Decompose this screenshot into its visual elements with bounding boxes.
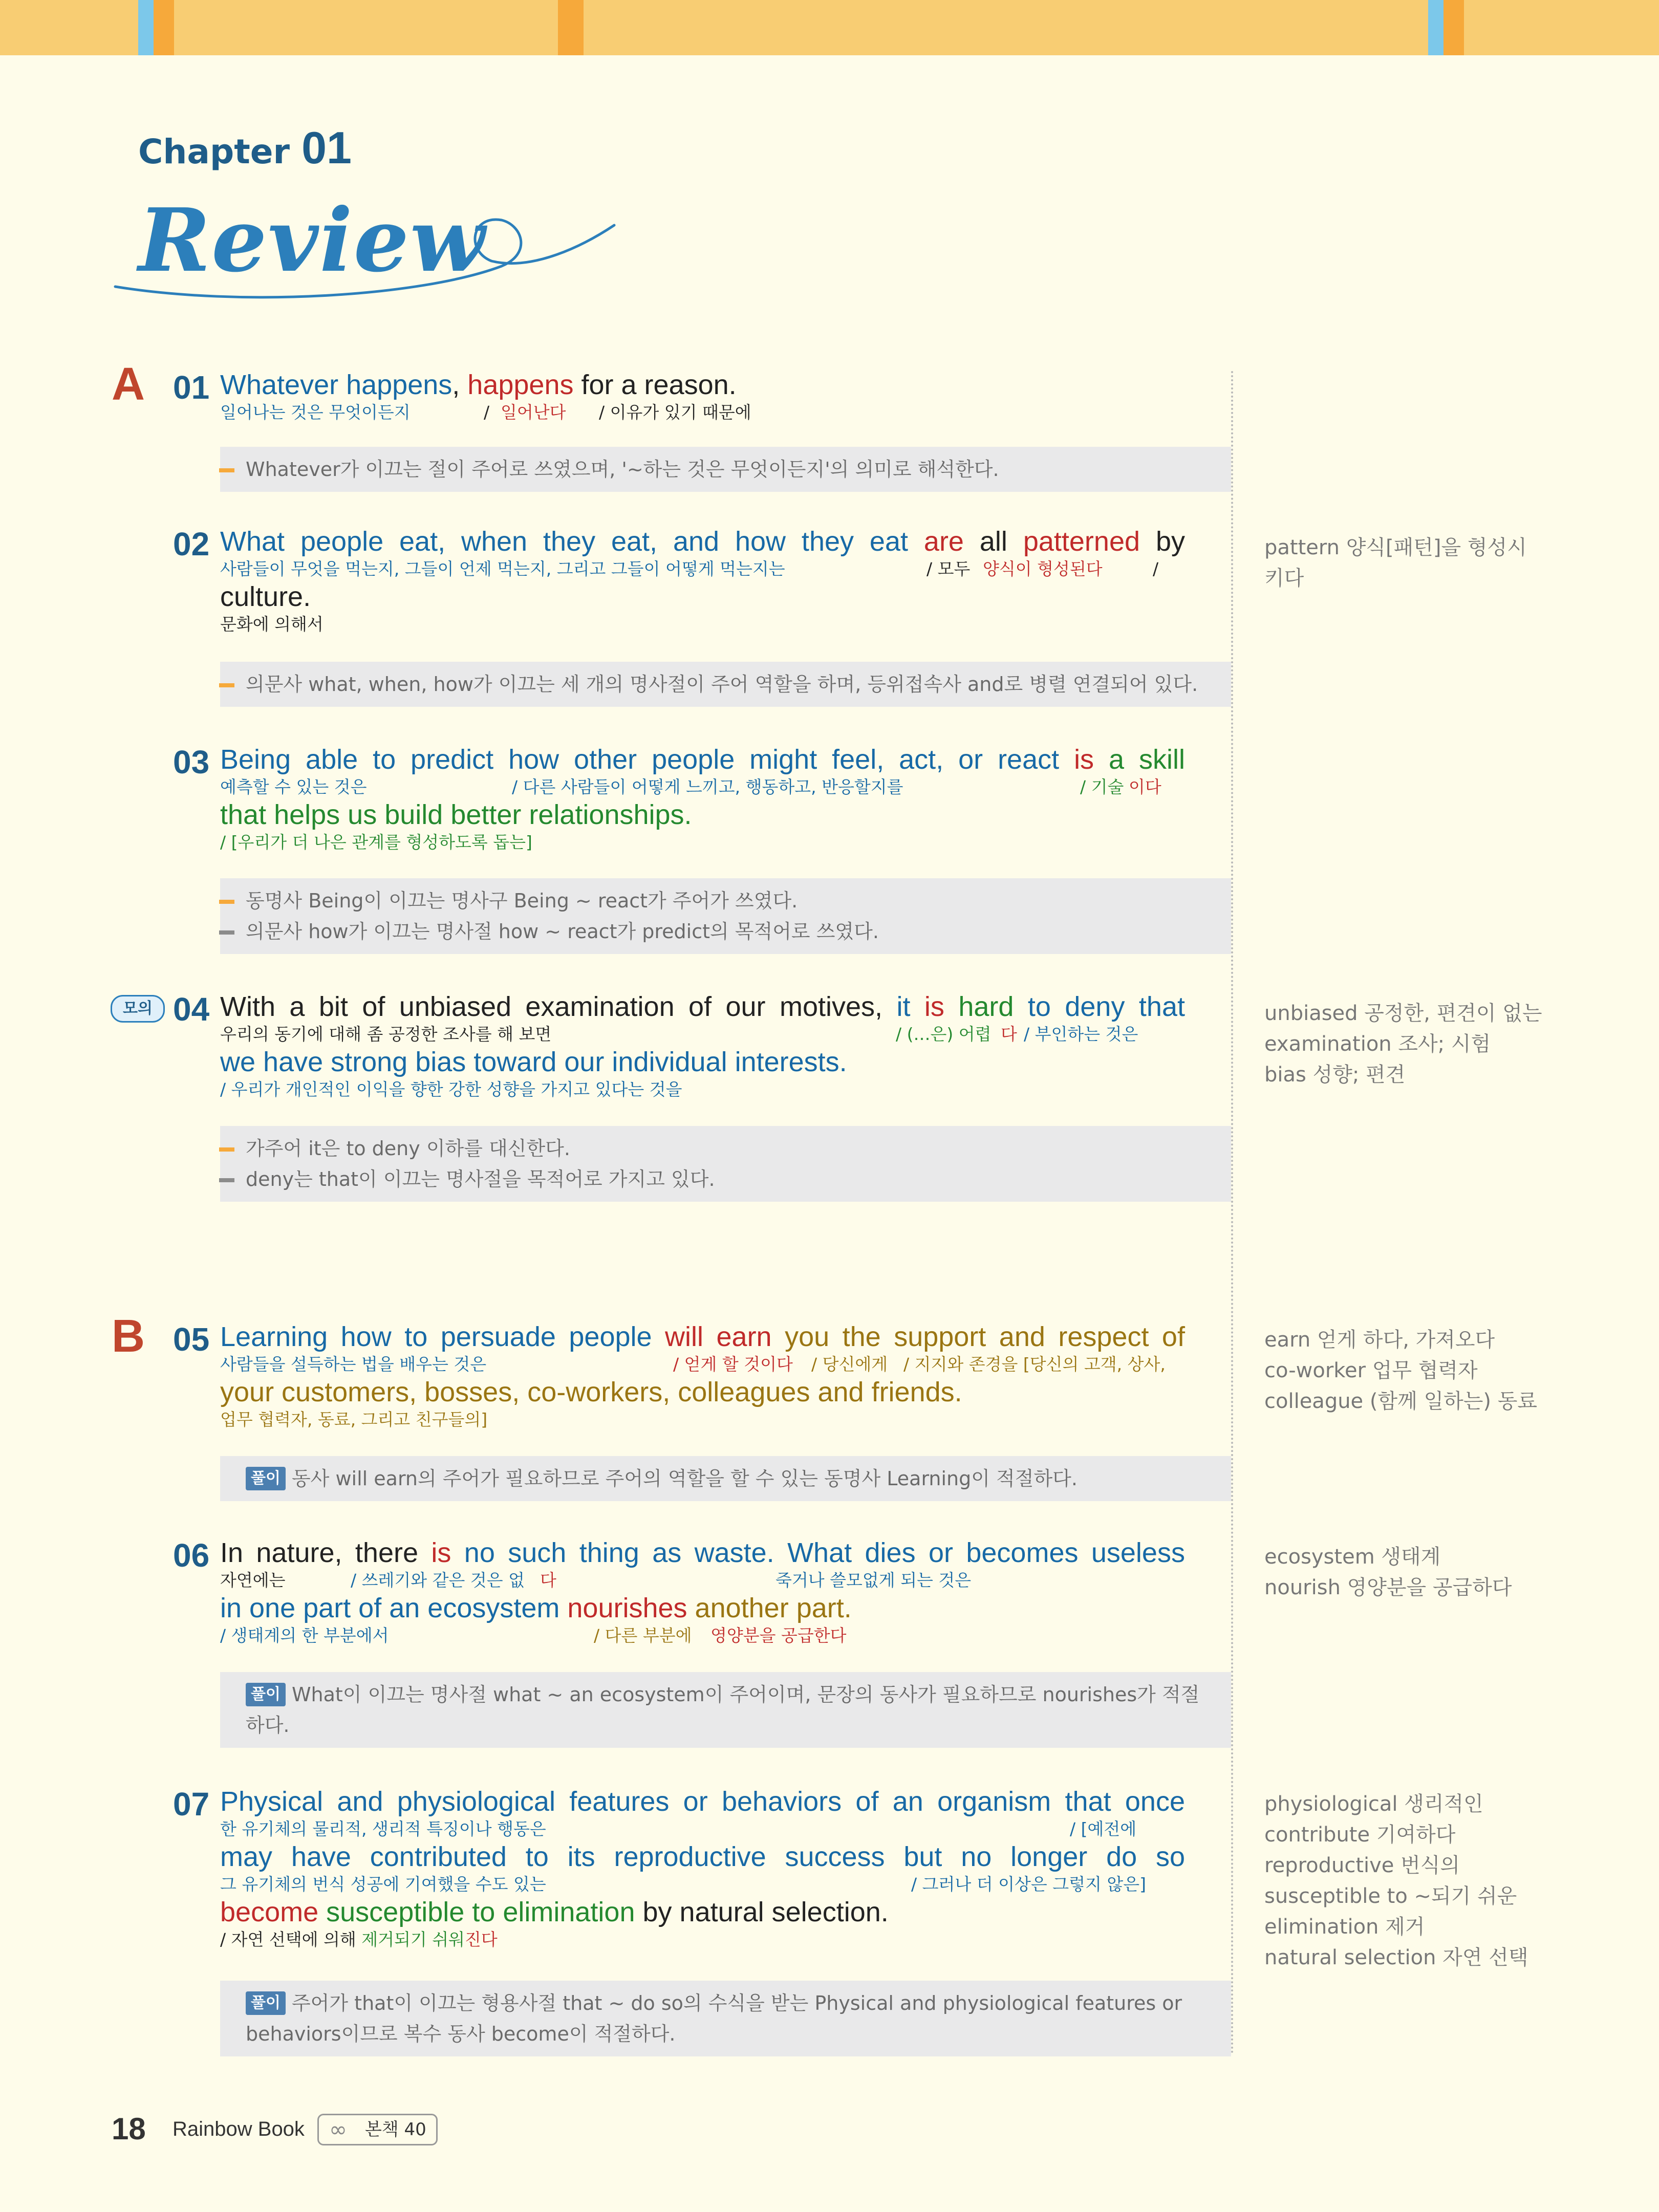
subject-phrase: What people eat, when they eat, and how they eat	[220, 526, 908, 557]
item-number: 03	[173, 744, 210, 780]
solution-note: 동사 will earn의 주어가 필요하므로 주어의 역할을 할 수 있는 동명사 Learning이 적절하다.	[291, 1467, 1078, 1490]
translation-complement: 제거되기 쉬워	[361, 1929, 465, 1949]
vocab-list	[1264, 532, 1551, 594]
vocab-list	[1264, 1789, 1551, 1973]
infinitive-to: to	[1027, 991, 1051, 1022]
vocab-entry: reproductive 번식의	[1264, 1854, 1460, 1877]
translation-relative-clause-continued: 그 유기체의 번식 성공에 기여했을 수도 있는	[220, 1874, 546, 1894]
translation-object: / 우리가 개인적인 이익을 향한 강한 성향을 가지고 있다는 것을	[220, 1079, 682, 1099]
grammar-note-box	[220, 662, 1231, 707]
infinitive-verb: deny	[1065, 991, 1125, 1022]
translation-relative-clause: / [우리가 더 나은 관계를 형성하도록 돕는]	[220, 832, 532, 852]
translation-main-verb: 영양분을 공급한다	[710, 1625, 847, 1645]
relative-clause: that helps us build better relationships.	[220, 799, 692, 830]
object-clause: we have strong bias toward our individual interests.	[220, 1047, 847, 1077]
translation-verb: 진다	[465, 1929, 498, 1949]
chapter-label	[138, 122, 352, 174]
top-bar-stripe	[1443, 0, 1464, 55]
translation-adverbial: 자연에는	[220, 1570, 286, 1590]
vocab-entry: bias 성향; 편견	[1264, 1063, 1406, 1087]
dummy-subject: it	[896, 991, 911, 1022]
item-number: 05	[173, 1321, 210, 1358]
vocab-list	[1264, 1325, 1551, 1417]
solution-badge: 풀이	[246, 1683, 286, 1706]
verb-word: are	[923, 526, 964, 557]
solution-note-box	[220, 1981, 1231, 2056]
translation-verb: 이다	[1129, 777, 1161, 797]
sentence-07	[220, 1785, 1185, 1951]
grammar-note: 의문사 how가 이끄는 명사절 how ~ react가 predict의 목적어로 쓰였다.	[246, 916, 1205, 947]
vocab-entry: examination 조사; 시험	[1264, 1032, 1491, 1056]
comma: ,	[452, 370, 468, 400]
subject-phrase: Learning how to persuade people	[220, 1321, 652, 1352]
sentence-02	[220, 525, 1185, 636]
grammar-note: 의문사 what, when, how가 이끄는 세 개의 명사절이 주어 역할을 하며, 등위접속사 and로 병렬 연결되어 있다.	[246, 669, 1205, 700]
solution-badge: 풀이	[246, 1467, 286, 1490]
translation-relative-clause-end: / 그러나 더 이상은 그렇지 않은]	[911, 1874, 1146, 1894]
grammar-note-box	[220, 447, 1231, 492]
grammar-note: 가주어 it은 to deny 이하를 대신한다.	[246, 1133, 1205, 1164]
translation-object: / 다른 사람들이 어떻게 느끼고, 행동하고, 반응할지를	[512, 777, 903, 797]
verb-word: is	[1074, 744, 1094, 775]
translation-subject: 예측할 수 있는 것은	[220, 777, 367, 797]
section-label-a: A	[112, 359, 145, 410]
translation-modifier: / 이유가 있기 때문에	[599, 402, 751, 422]
item-number: 07	[173, 1786, 210, 1823]
adverb-word: all	[979, 526, 1007, 557]
item-number: 04	[173, 991, 210, 1028]
translation-complement: / 기술	[1080, 777, 1124, 797]
vocab-entry: elimination 제거	[1264, 1915, 1425, 1939]
vocab-list	[1264, 998, 1551, 1090]
conjunction-that: that	[1138, 991, 1185, 1022]
translation-subject-clause: 죽거나 쓸모없게 되는 것은	[775, 1570, 972, 1590]
vocab-entry: ecosystem 생태계	[1264, 1545, 1441, 1569]
vocab-entry: contribute 기여하다	[1264, 1823, 1456, 1847]
section-label-b: B	[112, 1311, 145, 1362]
translation-verb: 일어난다	[501, 402, 566, 422]
main-book-reference	[317, 2114, 438, 2145]
translation-verb: 다	[540, 1570, 556, 1590]
solution-note: What이 이끄는 명사절 what ~ an ecosystem이 주어이며, 문장의 동사가 필요하므로 nourishes가 적절	[291, 1683, 1200, 1706]
top-bar-stripe	[154, 0, 174, 55]
solution-note-box	[220, 1456, 1231, 1501]
sentence-03	[220, 743, 1185, 854]
subject-phrase: Being able to predict	[220, 744, 494, 775]
sentence-04	[220, 990, 1185, 1101]
mock-exam-badge: 모의	[111, 995, 165, 1023]
verb-word: is	[924, 991, 944, 1022]
reference-text: 본책 40	[365, 2119, 426, 2140]
verb-word: is	[431, 1537, 451, 1568]
modifier-phrase: by natural selection.	[642, 1897, 889, 1927]
solution-note: 주어가 that이 이끄는 형용사절 that ~ do so의 수식을 받는 Physical and physiological features or	[291, 1992, 1182, 2014]
vocab-entry: colleague (함께 일하는) 동료	[1264, 1390, 1537, 1413]
vocab-entry: unbiased 공정한, 편견이 없는	[1264, 1002, 1542, 1025]
item-number: 01	[173, 369, 210, 406]
verb-phrase: happens	[467, 370, 574, 400]
translation-verb: 다	[1001, 1024, 1017, 1044]
adverbial-phrase: In nature, there	[220, 1537, 419, 1568]
vocab-entry: natural selection 자연 선택	[1264, 1946, 1528, 1969]
solution-note-box	[220, 1672, 1231, 1748]
translation-complement: / (…은) 어렵	[896, 1024, 992, 1044]
top-bar	[0, 0, 1659, 55]
solution-badge: 풀이	[246, 1991, 286, 2015]
translation-direct-object-continued: 업무 협력자, 동료, 그리고 친구들의]	[220, 1409, 488, 1429]
grammar-note-box	[220, 878, 1231, 954]
slash: /	[484, 402, 490, 422]
solution-note-continued: behaviors이므로 복수 동사 become이 적절하다.	[246, 2023, 676, 2045]
top-bar-stripe	[558, 0, 584, 55]
top-bar-stripe	[138, 0, 154, 55]
translation-subject: 사람들이 무엇을 먹는지, 그들이 언제 먹는지, 그리고 그들이 어떻게 먹는지는	[220, 559, 785, 579]
translation-relative-clause: / [예전에	[1070, 1819, 1137, 1839]
modifier-phrase: for a reason.	[573, 370, 737, 400]
item-number: 02	[173, 526, 210, 562]
translation-modifier: 문화에 의해서	[220, 614, 324, 634]
grammar-note: Whatever가 이끄는 절이 주어로 쓰였으며, '~하는 것은 무엇이든지'의 의미로 해석한다.	[246, 454, 1205, 485]
translation-verb: 양식이 형성된다	[983, 559, 1103, 579]
grammar-note: 동명사 Being이 이끄는 명사구 Being ~ react가 주어가 쓰였다.	[246, 885, 1205, 916]
subject-phrase: Physical and physiological features or behaviors of an organism	[220, 1786, 1051, 1817]
vocab-list	[1264, 1542, 1551, 1603]
chapter-word: Chapter	[138, 132, 290, 171]
translation-object: / 다른 부분에	[594, 1625, 692, 1645]
verb-word: become	[220, 1897, 319, 1927]
page-number: 18	[112, 2112, 146, 2146]
vocab-entry: pattern 양식[패턴]을 형성시	[1264, 536, 1527, 559]
translation-direct-object: / 지지와 존경을 [당신의 고객, 상사,	[903, 1354, 1166, 1374]
complement-phrase: susceptible to elimination	[326, 1897, 635, 1927]
indirect-object: you	[785, 1321, 830, 1352]
item-number: 06	[173, 1537, 210, 1574]
translation-subject: / 쓰레기와 같은 것은 없	[351, 1570, 525, 1590]
book-name: Rainbow Book	[173, 2118, 305, 2140]
translation-adverbial: 우리의 동기에 대해 좀 공정한 조사를 해 보면	[220, 1024, 552, 1044]
vocab-entry: physiological 생리적인	[1264, 1792, 1483, 1816]
relative-clause: may have contributed to its reproductive success but no longer do so	[220, 1841, 1185, 1872]
sentence-01	[220, 368, 1185, 424]
direct-object-continued: your customers, bosses, co-workers, colleagues and friends.	[220, 1377, 962, 1407]
vocab-entry: susceptible to ~되기 쉬운	[1264, 1884, 1517, 1908]
complement-word: hard	[958, 991, 1014, 1022]
translation-subject: 일어나는 것은 무엇이든지	[220, 402, 411, 422]
subject-phrase: no such thing as waste.	[464, 1537, 774, 1568]
preposition-word: by	[1155, 526, 1185, 557]
relative-clause-start: that once	[1065, 1786, 1185, 1817]
vocab-entry: nourish 영양분을 공급하다	[1264, 1576, 1512, 1599]
infinity-icon: ∞	[329, 2117, 347, 2142]
translation-subject-clause-continued: / 생태계의 한 부분에서	[220, 1625, 389, 1645]
object-clause: how other people might feel, act, or react	[508, 744, 1060, 775]
translation-verb: / 얻게 할 것이다	[673, 1354, 793, 1374]
vocab-entry: earn 얻게 하다, 가져오다	[1264, 1328, 1495, 1352]
translation-subject: 사람들을 설득하는 법을 배우는 것은	[220, 1354, 487, 1374]
direct-object: the support and respect of	[842, 1321, 1185, 1352]
top-bar-stripe	[1428, 0, 1443, 55]
subject-clause-continued: in one part of an ecosystem	[220, 1593, 560, 1623]
column-divider	[1231, 371, 1233, 2055]
sentence-05	[220, 1320, 1185, 1431]
modifier-phrase: culture.	[220, 581, 311, 612]
grammar-note: deny는 that이 이끄는 명사절을 목적어로 가지고 있다.	[246, 1164, 1205, 1195]
chapter-number: 01	[301, 122, 352, 173]
grammar-note-box	[220, 1126, 1231, 1202]
complement-phrase: a skill	[1109, 744, 1185, 775]
title-swirl-decoration	[113, 205, 624, 307]
translation-adverb: / 모두	[927, 559, 971, 579]
adverbial-phrase: With a bit of unbiased examination of our motives,	[220, 991, 883, 1022]
sentence-06	[220, 1536, 1185, 1647]
vocab-entry: co-worker 업무 협력자	[1264, 1359, 1478, 1382]
slash: /	[1153, 559, 1159, 579]
page-title: Review	[138, 189, 486, 292]
subject-phrase: Whatever happens	[220, 370, 453, 400]
translation-subject: / 부인하는 것은	[1024, 1024, 1138, 1044]
vocab-entry: 키다	[1264, 567, 1304, 590]
verb-phrase: will earn	[665, 1321, 772, 1352]
translation-modifier: / 자연 선택에 의해	[220, 1929, 362, 1949]
main-verb: nourishes	[567, 1593, 687, 1623]
object-phrase: another part.	[695, 1593, 852, 1623]
translation-subject: 한 유기체의 물리적, 생리적 특징이나 행동은	[220, 1819, 546, 1839]
translation-indirect-object: / 당신에게	[811, 1354, 888, 1374]
solution-note-continued: 하다.	[246, 1714, 290, 1737]
verb-phrase: patterned	[1023, 526, 1140, 557]
subject-clause: What dies or becomes useless	[787, 1537, 1185, 1568]
